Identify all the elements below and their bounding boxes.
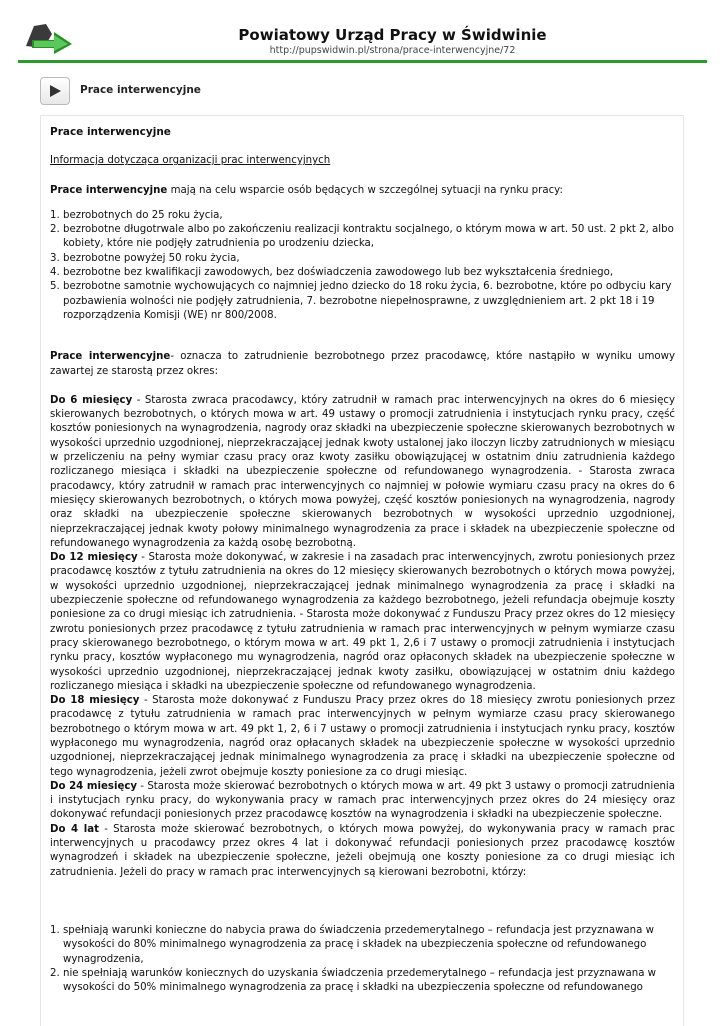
period-18-bold: Do 18 miesięcy: [50, 695, 140, 707]
period-4y-paragraph: [50, 823, 675, 880]
definition-bold: Prace interwencyjne: [50, 351, 171, 363]
period-24-paragraph: [50, 780, 675, 823]
period-18-paragraph: [50, 694, 675, 780]
period-12-bold: Do 12 miesięcy: [50, 552, 138, 564]
period-12-paragraph: [50, 551, 675, 694]
play-arrow-icon: [48, 84, 62, 98]
list-item: 4. bezrobotne bez kwalifikacji zawodowych, bez doświadczenia zawodowego lub bez wykształcenia średniego,: [63, 266, 675, 280]
period-4y-bold: Do 4 lat: [50, 823, 99, 835]
site-url: http://pupswidwin.pl/strona/prace-interwencyjne/72: [269, 45, 516, 56]
intro-paragraph: [50, 184, 675, 198]
intro-text: mają na celu wsparcie osób będących w szczególnej sytuacji na rynku pracy:: [167, 184, 563, 196]
list-item: 3. bezrobotne powyżej 50 roku życia,: [63, 252, 675, 266]
article-content: [50, 125, 675, 995]
list-item: 2. bezrobotne długotrwale albo po zakończeniu realizacji kontraktu socjalnego, o którym mowa w art. 50 ust. 2 pkt 2, albo kobiety, które nie podjęły zatrudnienia po urodzeniu dziecka,: [63, 223, 675, 252]
page-title: Prace interwencyjne: [80, 84, 201, 96]
refund-conditions-list: [50, 924, 675, 995]
header-divider: [18, 60, 707, 63]
period-6-paragraph: [50, 394, 675, 551]
period-6-bold: Do 6 miesięcy: [50, 394, 133, 406]
list-item: 1. spełniają warunki konieczne do nabycia prawa do świadczenia przedemerytalnego – refundacja jest przyznawana w wysokości do 80% minimalnego wynagrodzenia za pracę i składek na ubezpieczenia społeczne od refundowanego wynagrodzenia,: [63, 924, 675, 967]
site-header: [0, 0, 725, 64]
article-heading: Prace interwencyjne: [50, 126, 171, 138]
target-groups-list: [50, 209, 675, 323]
page-arrow-button[interactable]: [40, 77, 70, 105]
info-link[interactable]: Informacja dotycząca organizacji prac interwencyjnych: [50, 155, 331, 167]
period-12-text: - Starosta może dokonywać, w zakresie i na zasadach prac interwencyjnych, zwrotu poniesionych przez pracodawcę kosztów z tytułu zatrudnienia na okres do 12 miesięcy skierowanych bezrobotnych o których mowa powyżej, w wysokości uprzednio uzgodnionej, nieprzekraczającej jednak minimalnego wynagrodzenia za pracę i składki na ubezpieczenie społeczne od refundowanego wynagrodzenia za każdego bezrobotnego, jeżeli refundacja obejmuje koszty poniesione za co drugi miesiąc ich zatrudnienia. - Starosta może dokonywać z Funduszu Pracy przez okres do 12 miesięcy zwrotu poniesionych przez pracodawcę z tytułu zatrudnienia w ramach prac interwencyjnych w pełnym wymiarze czasu pracy skierowanego bezrobotnego, o którym mowa w art. 49 pkt 1, 2,6 i 7 ustawy o promocji zatrudnienia i instytucjach rynku pracy, kosztów wypłaconego mu wynagrodzenia, nagród oraz opłaconych składek na ubezpieczenie społeczne w wysokości uprzednio uzgodnionej, nieprzekraczającej jednak kwoty zasiłku, obowiązującej w ostatnim dniu każdego rozliczanego miesiąca i składki na ubezpieczenie społeczne od refundowanego wynagrodzenia.: [50, 552, 675, 692]
site-title: Powiatowy Urząd Pracy w Świdwinie: [238, 26, 547, 44]
period-24-bold: Do 24 miesięcy: [50, 780, 138, 792]
period-6-text: - Starosta zwraca pracodawcy, który zatrudnił w ramach prac interwencyjnych na okres do 6 miesięcy skierowanych bezrobotnych, o których mowa w art. 49 ustawy o promocji zatrudnienia i instytucjach rynku pracy, część kosztów poniesionych na wynagrodzenia, nagrody oraz składki na ubezpieczenie społeczne skierowanych bezrobotnych w wysokości uprzednio uzgodnionej, nieprzekraczającej jednak kwoty ustalonej jako iloczyn liczby zatrudnionych w miesiącu w przeliczeniu na pełny wymiar czasu pracy oraz kwoty zasiłku obowiązującej w ostatnim dniu zatrudnienia każdego rozliczanego miesiąca i składki na ubezpieczenie społeczne od refundowanego wynagrodzenia. - Starosta zwraca pracodawcy, który zatrudnił w ramach prac interwencyjnych co najmniej w połowie wymiaru czasu pracy na okres do 6 miesięcy skierowanych bezrobotnych, o których mowa powyżej, część kosztów poniesionych na wynagrodzenia, nagrody oraz składki na ubezpieczenie społeczne skierowanych bezrobotnych w wysokości uprzednio uzgodnionej, nieprzekraczającej jednak kwoty połowy minimalnego wynagrodzenia za prace i składek na ubezpieczenie społeczne od refundowanego wynagrodzenia za każdą osobę bezrobotną.: [50, 394, 675, 549]
period-24-text: - Starosta może skierować bezrobotnych o których mowa w art. 49 pkt 3 ustawy o promocji zatrudnienia i instytucjach rynku pracy, do wykonywania pracy w ramach prac interwencyjnych przez okres do 24 miesięcy oraz dokonywać refundacji poniesionych przez pracodawcę kosztów na wynagrodzenia i składki na ubezpieczenie społeczne.: [50, 780, 675, 821]
definition-paragraph: [50, 350, 675, 379]
list-item: 5. bezrobotne samotnie wychowujących co najmniej jedno dziecko do 18 roku życia, 6. bezrobotne, które po odbyciu kary pozbawienia wolności nie podjęły zatrudnienia, 7. bezrobotne niepełnosprawne, z uwzględnieniem art. 2 pkt 18 i 19 rozporządzenia Komisji (WE) nr 800/2008.: [63, 280, 675, 323]
list-item: 2. nie spełniają warunków koniecznych do uzyskania świadczenia przedemerytalnego – refundacja jest przyznawana w wysokości do 50% minimalnego wynagrodzenia za pracę i składki na ubezpieczenia społeczne od refundowanego: [63, 967, 675, 996]
list-item: 1. bezrobotnych do 25 roku życia,: [63, 209, 675, 223]
period-18-text: - Starosta może dokonywać z Funduszu Pracy przez okres do 18 miesięcy zwrotu poniesionych przez pracodawcę z tytułu zatrudnienia w ramach prac interwencyjnych w pełnym wymiarze czasu pracy skierowanego bezrobotnego o którym mowa w art. 49 pkt 1, 2, 6 i 7 ustawy o promocji zatrudnienia i instytucjach rynku pracy, kosztów wypłaconego mu wynagrodzenia, nagród oraz opłacanych składek na ubezpieczenie społeczne w wysokości uprzednio uzgodnionej, nieprzekraczającej jednak minimalnego wynagrodzenia za pracę i składki na ubezpieczenie społeczne od tego wynagrodzenia, jeżeli zwrot obejmuje koszty poniesione za co drugi miesiąc.: [50, 695, 675, 778]
intro-bold: Prace interwencyjne: [50, 184, 168, 196]
period-4y-text: - Starosta może skierować bezrobotnych, o których mowa powyżej, do wykonywania pracy w ramach prac interwencyjnych u pracodawcy przez okres 4 lat i dokonywać refundacji poniesionych przez pracodawcę kosztów wynagrodzeń i składek na ubezpieczenie społeczne, jeżeli obejmują one koszty poniesione za co drugi miesiąc ich zatrudnienia. Jeżeli do pracy w ramach prac interwencyjnych są kierowani bezrobotni, którzy:: [50, 823, 675, 878]
definition-text: - oznacza to zatrudnienie bezrobotnego przez pracodawcę, które nastąpiło w wyniku umowy zawartej ze starostą przez okres:: [50, 351, 675, 377]
